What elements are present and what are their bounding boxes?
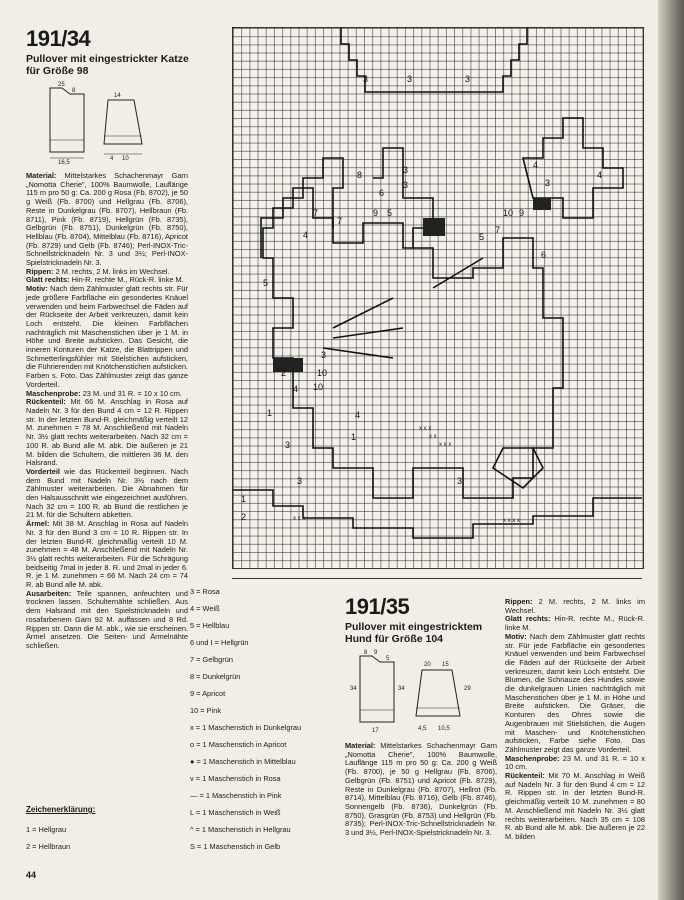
svg-text:x x x: x x x — [293, 516, 306, 522]
svg-text:2: 2 — [241, 512, 247, 522]
pattern1-schematic — [38, 80, 158, 166]
svg-text:5: 5 — [263, 278, 269, 288]
svg-text:10: 10 — [503, 208, 514, 218]
legend-item: 8 = Dunkelgrün — [190, 672, 241, 681]
schematic-label: 10,5 — [438, 726, 450, 732]
pattern2-number: 191/35 — [345, 594, 410, 619]
svg-text:3: 3 — [285, 440, 291, 450]
legend-item: 4 = Weiß — [190, 604, 220, 613]
schematic-label: 20 — [424, 662, 431, 668]
svg-text:9: 9 — [373, 208, 379, 218]
legend-item: o = 1 Maschenstich in Apricot — [190, 740, 287, 749]
pattern1-title: Pullover mit eingestrickter Katze für Größe 98 — [26, 53, 189, 77]
legend-item: 10 = Pink — [190, 706, 222, 715]
schematic-label: 17 — [372, 728, 379, 734]
svg-text:x x x x: x x x x — [503, 518, 521, 524]
schematic-label: 34 — [350, 686, 357, 692]
svg-text:10: 10 — [313, 382, 324, 392]
schematic-label: 4,5 — [418, 726, 427, 732]
schematic-label: 5 — [386, 656, 390, 662]
divider — [232, 578, 642, 579]
svg-text:10: 10 — [317, 368, 328, 378]
svg-text:4: 4 — [303, 230, 309, 240]
svg-text:3: 3 — [403, 165, 409, 175]
svg-text:4: 4 — [293, 384, 299, 394]
svg-text:1: 1 — [351, 432, 357, 442]
page-number: 44 — [26, 870, 37, 880]
schematic-label: 14 — [114, 93, 121, 99]
schematic-label: 16,5 — [58, 160, 70, 166]
schematic-label: 10 — [122, 156, 129, 162]
svg-text:7: 7 — [313, 208, 319, 218]
legend-item: 6 und I = Hellgrün — [190, 638, 249, 647]
svg-text:8: 8 — [357, 170, 363, 180]
legend-item: L = 1 Maschenstich in Weiß — [190, 808, 281, 817]
pattern2-title: Pullover mit eingestricktem Hund für Größe 104 — [345, 621, 483, 645]
svg-text:6: 6 — [379, 188, 385, 198]
svg-text:3: 3 — [407, 74, 413, 84]
chart-numbers — [241, 74, 602, 522]
schematic-label: 29 — [464, 686, 471, 692]
legend-item: 5 = Hellblau — [190, 621, 230, 630]
svg-text:4: 4 — [355, 410, 361, 420]
svg-text:3: 3 — [545, 178, 551, 188]
knitting-chart — [232, 27, 644, 569]
svg-text:7: 7 — [337, 216, 343, 226]
svg-text:1: 1 — [267, 408, 273, 418]
legend-item: — = 1 Maschenstich in Pink — [190, 791, 282, 800]
svg-text:9: 9 — [519, 208, 525, 218]
svg-text:3: 3 — [321, 350, 327, 360]
schematic-label: 4 — [110, 156, 114, 162]
book-spine — [658, 0, 684, 900]
legend-heading: Zeichenerklärung: — [26, 805, 96, 814]
schematic-label: 9 — [374, 650, 378, 656]
schematic-label: 34 — [398, 686, 405, 692]
svg-text:7: 7 — [495, 225, 501, 235]
cat-motif-outline — [233, 28, 643, 568]
svg-text:5: 5 — [387, 208, 393, 218]
pattern1-number: 191/34 — [26, 26, 91, 51]
legend-item: 9 = Apricot — [190, 689, 226, 698]
svg-text:5: 5 — [479, 232, 485, 242]
legend-item: 1 = Hellgrau — [26, 825, 67, 834]
legend-item: ● = 1 Maschenstich in Mittelblau — [190, 757, 296, 766]
legend-item: 2 = Hellbraun — [26, 842, 71, 851]
svg-text:3: 3 — [465, 74, 471, 84]
svg-text:3: 3 — [297, 476, 303, 486]
svg-text:3: 3 — [403, 180, 409, 190]
legend-item: ^ = 1 Maschenstich in Hellgrau — [190, 825, 291, 834]
legend-item: v = 1 Maschenstich in Rosa — [190, 774, 281, 783]
schematic-label: 15 — [442, 662, 449, 668]
pattern2-instructions-b: Rippen: 2 M. rechts, 2 M. links im Wechsel. Glatt rechts: Hin-R. rechte M., Rück-R. linke M. Motiv: Nach dem Zählmuster glatt rechts str. Für jede Farbfläche ein gesondertes Knäuel verwenden und beim Farbwechsel die Fäden auf der Rückseite der Arbeit verkreuzen, damit kein Loch entsteht. Die Blumen, die Schnauze des Hundes sowie die dunkelgrauen Linien nachträglich mit Maschenstichen über je 1 M. in Höhe und Breite aufsticken. Die Gräser, die Konturen des Ohres sowie die Augenbrauen mit Stielstichen, die Augen mit Maschen- und Knötchenstichen aufsticken, Farbe siehe Foto. Das Zählmuster zeigt das ganze Vorderteil. Maschenprobe: 23 M. und 31 R. = 10 x 10 cm. Rückenteil: Mit 70 M. Anschlag in Weiß auf Nadeln Nr. 3 für den Bund 4 cm = 12 R. Rippen str. In der letzten Bund-R. gleichmäßig verteilt 10 M. zunehmen = 80 M. Anschließend mit Nadeln Nr. 3½ glatt rechts weiterarbeiten. Nach 35 cm = 108 R. ab Bund alle M. abk. Die äußeren je 22 M. bilden — [505, 597, 646, 841]
svg-text:3: 3 — [457, 476, 463, 486]
schematic-label: 8 — [364, 650, 368, 656]
schematic-label: 8 — [72, 88, 76, 94]
pattern1-instructions: Material: Mittelstarkes Schachenmayr Garn „Nomotta Cherie", 100% Baumwolle, Lauflänge 115 m pro 50 g: Ca. 200 g Rosa (Fb. 8702), je 50 g Weiß (Fb. 8700) und Hellgrau (Fb. 8706), Reste in Dunkelgrau (Fb. 8707), Hellbraun (Fb. 8711), Pink (Fb. 8719), Hellgrün (Fb. 8735), Gelbgrün (Fb. 8751), Dunkelgrün (Fb. 8750), Hellblau (Fb. 8704), Mittelblau (Fb. 8716), Apricot (Fb. 8729) und Gelb (Fb. 8746); Perl-INOX-Tric-Schnellstricknadeln Nr. 3 und 3½; Perl-INOX-Spielstricknadeln Nr. 3. Rippen: 2 M. rechts, 2 M. links im Wechsel. Glatt rechts: Hin-R. rechte M., Rück-R. linke M. Motiv: Nach dem Zählmuster glatt rechts str. Für jede größere Farbfläche ein gesondertes Knäuel verwenden und beim Farbwechsel die Fäden auf der Rückseite der Arbeit verkreuzen, damit kein Loch entsteht. Die kleinen Farbflächen nachträglich mit Maschenstichen über je 1 M. in Höhe und Breite aufsticken. Das Gesicht, die inneren Konturen der Katze, die Blattrippen und Schmetterlingsfühler mit Stielstichen aufsticken, die Führierenden mit Knötchenstichen aufsticken. Farben s. Foto. Das Zählmuster zeigt das ganze Vorderteil. Maschenprobe: 23 M. und 31 R. = 10 x 10 cm. Rückenteil: Mit 66 M. Anschlag in Rosa auf Nadeln Nr. 3 für den Bund 4 cm = 12 R. Rippen str. In der letzten Bund-R. gleichmäßig verteilt 12 M. zunehmen = 78 M. Anschließend mit Nadeln Nr. 3½ glatt rechts weiterarbeiten. Nach 32 cm = 100 R. ab Bund alle M. abk. Die äußeren je 21 M. bilden die Schultern, die mittleren 36 M. den Halsrand. Vorderteil wie das Rückenteil beginnen. Nach dem Bund mit Nadeln Nr. 3½ nach dem Zählmuster weiterarbeiten. Die Abnahmen für den Halsausschnitt wie eingezeichnet ausführen. Nach 32 cm = 100 R. ab Bund die restlichen je 21 M. für die Schultern abketten. Ärmel: Mit 38 M. Anschlag in Rosa auf Nadeln Nr. 3 für den Bund 3 cm = 10 R. Rippen str. In der letzten Bund-R. gleichmäßig verteilt 10 M. zunehmen = 48 M. Anschließend mit Nadeln Nr. 3½ glatt rechts weiterarbeiten. Für die Schrägung beidseitig 7mal in jeder 8. R. und 2mal in jeder 6. R. je 1 M. zunehmen = 66 M. Nach 24 cm = 74 R. ab Bund alle M. abk. Ausarbeiten: Teile spannen, anfeuchten und trocknen lassen. Schulternähte schließen. Aus dem Halsrand mit den Spielstricknadeln und rosafarbenem Garn 92 M. auffassen und 8 Rd. Rippen str. Dann die M. abk., wie sie erscheinen. Ärmel ansetzen. Die Seiten- und Ärmelnähte schließen. — [26, 171, 189, 650]
svg-text:x x x: x x x — [419, 426, 432, 432]
pattern2-instructions-a: Material: Mittelstarkes Schachenmayr Garn „Nomotta Cherie", 100% Baumwolle, Lauflänge 115 m pro 50 g: Ca. 200 g Weiß (Fb. 8700), je 50 g Hellgrau (Fb. 8706), Gelbgrün (Fb. 8751) und Apricot (Fb. 8729), Reste in Dunkelgrau (Fb. 8707), Hellrot (Fb. 8714), Mittelblau (Fb. 8716), Gelb (Fb. 8746), Sonnengelb (Fb. 8736), Dunkelgrün (Fb. 8750), Grasgrün (Fb. 8753) und Hellgrün (Fb. 8735); Perl-INOX-Tric-Schnellstricknadeln Nr. 3 und 3½, Perl-INOX-Spielstricknadeln Nr. 3. — [345, 741, 497, 838]
svg-text:3: 3 — [363, 74, 369, 84]
svg-text:2: 2 — [281, 368, 287, 378]
svg-text:1: 1 — [241, 494, 247, 504]
legend-item: 3 = Rosa — [190, 587, 220, 596]
svg-text:4: 4 — [533, 160, 539, 170]
legend-item: S = 1 Maschenstich in Gelb — [190, 842, 281, 851]
legend-item: x = 1 Maschenstich in Dunkelgrau — [190, 723, 302, 732]
svg-text:x x: x x — [429, 434, 437, 440]
schematic-label: 25 — [58, 82, 65, 88]
svg-text:6: 6 — [541, 250, 547, 260]
pattern2-schematic — [346, 650, 496, 736]
svg-text:4: 4 — [597, 170, 603, 180]
legend-item: 7 = Gelbgrün — [190, 655, 233, 664]
svg-text:x x x: x x x — [439, 442, 452, 448]
